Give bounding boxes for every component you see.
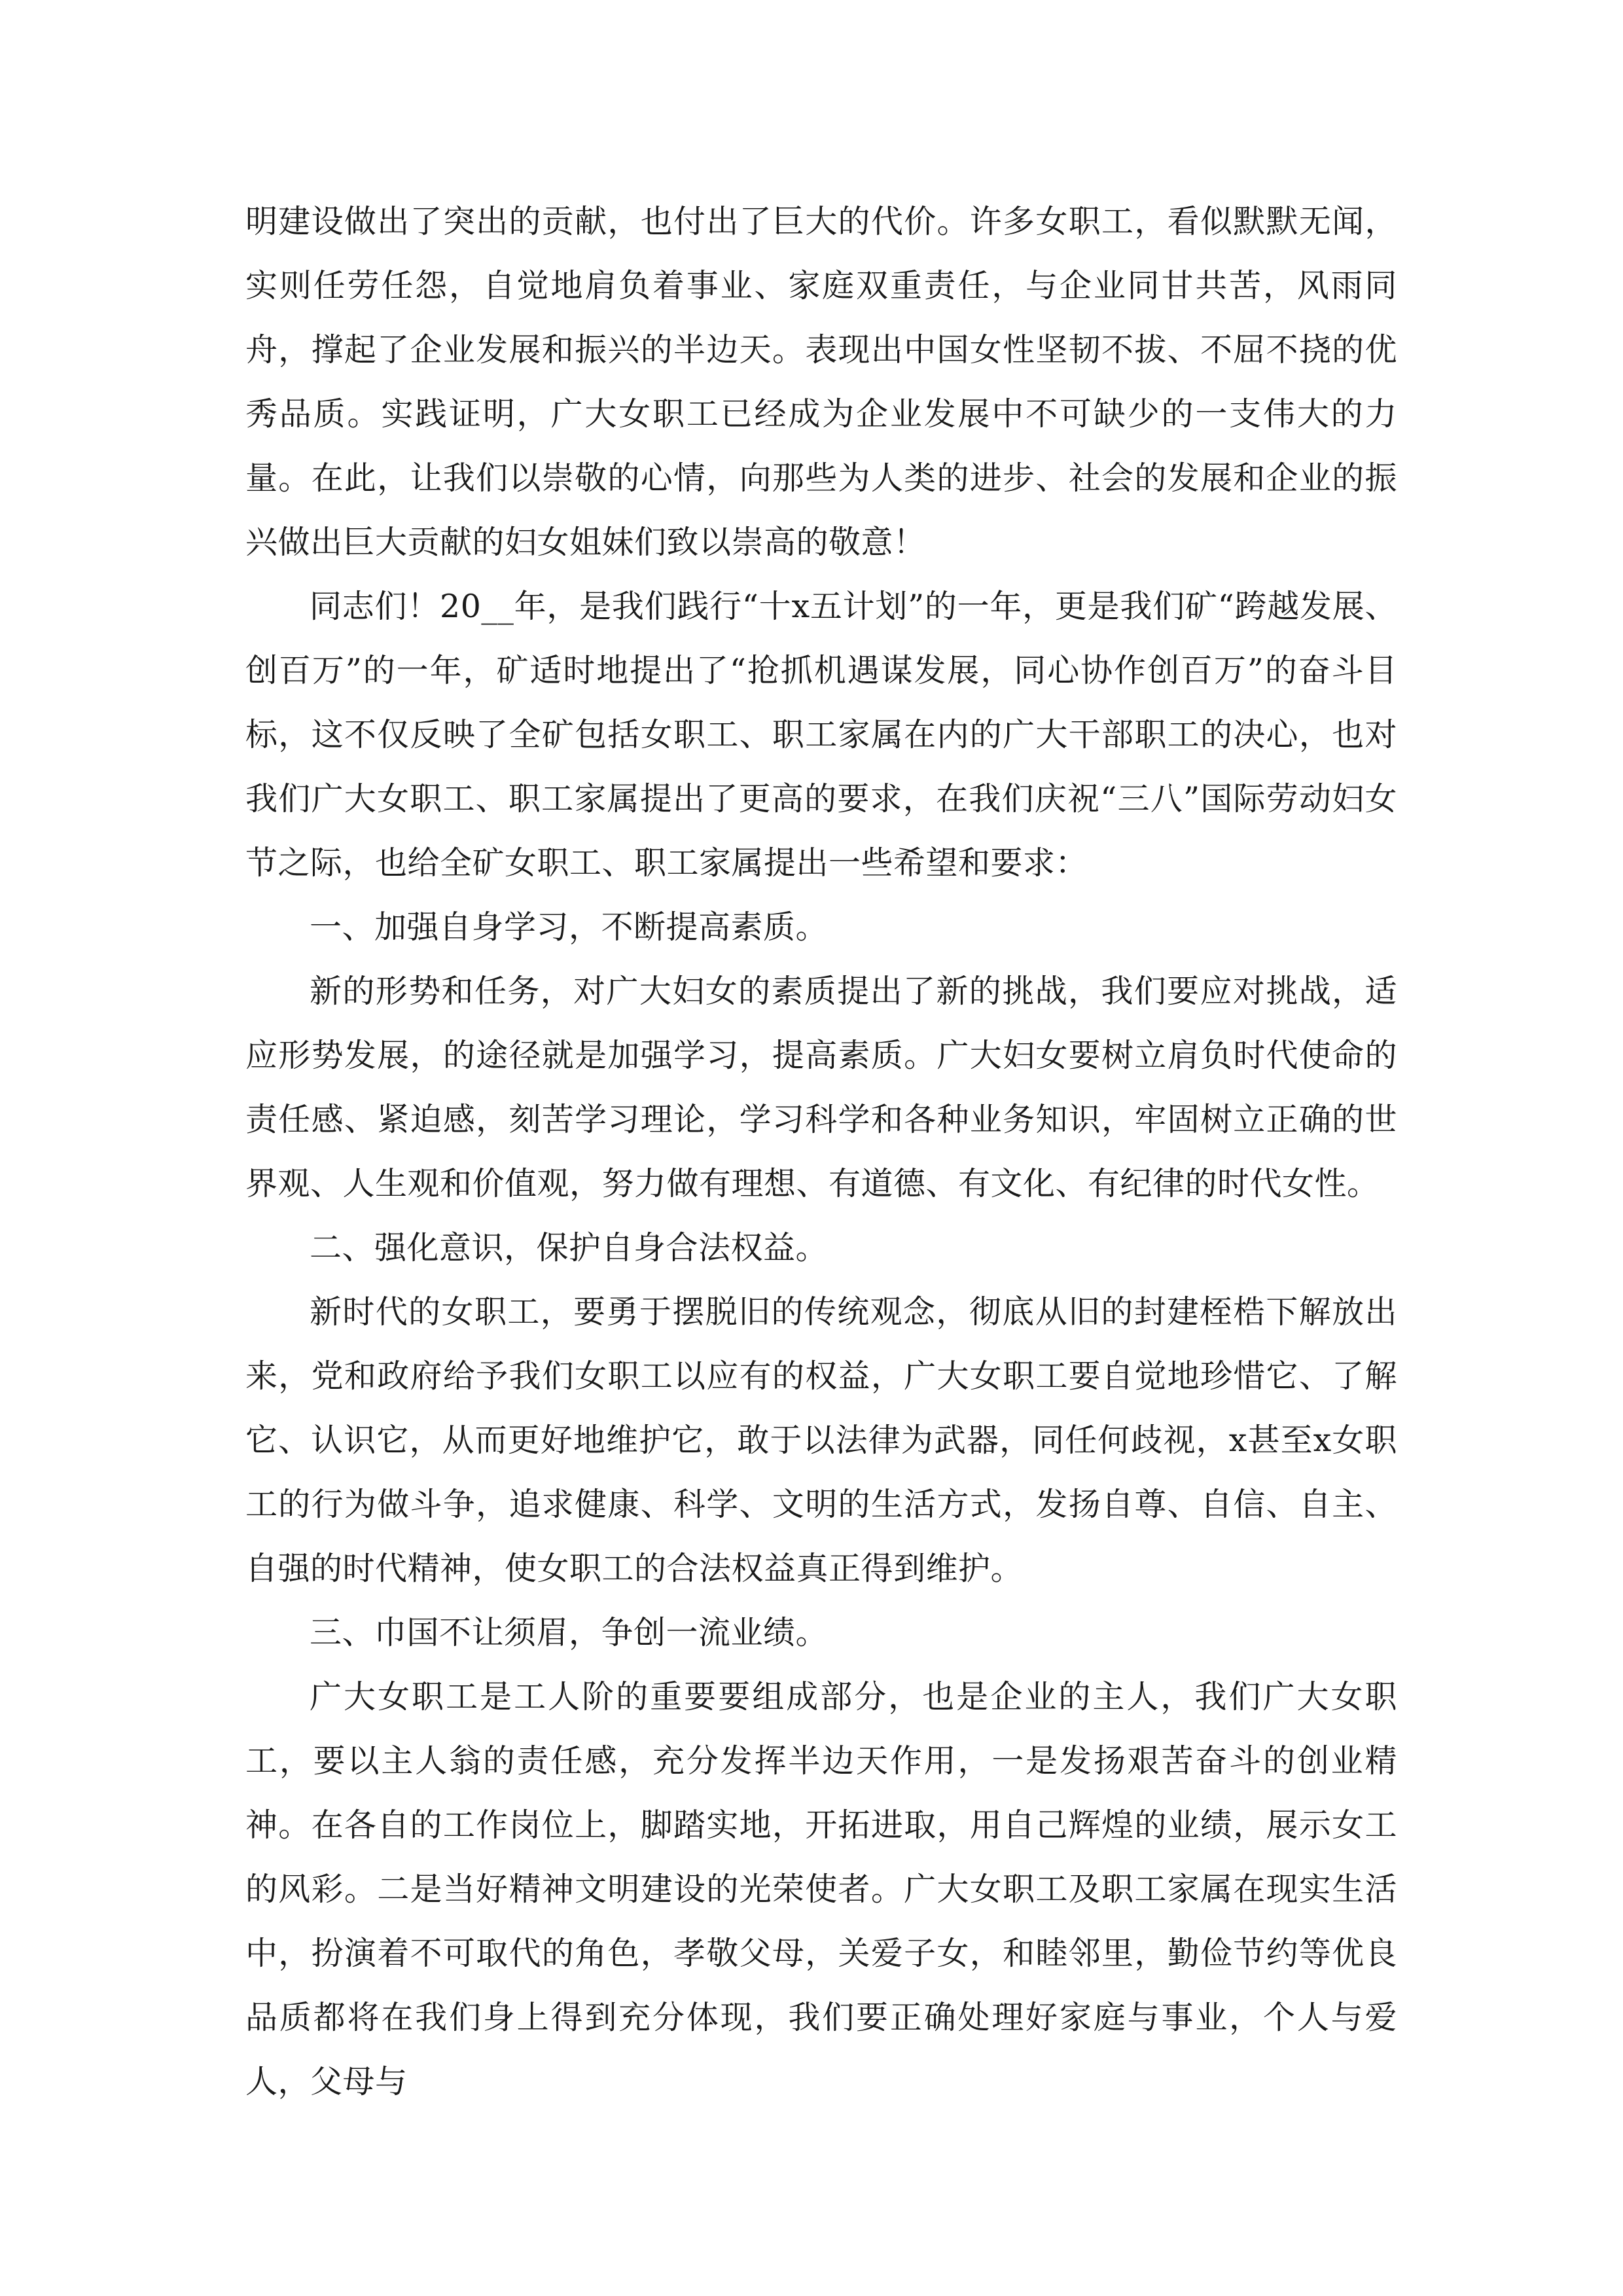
paragraph-2: 同志们！20__年，是我们践行“十x五计划”的一年，更是我们矿“跨越发展、创百万”的一年，矿适时地提出了“抢抓机遇谋发展，同心协作创百万”的奋斗目标，这不仅反映了全矿包括女职工、职工家属在内的广大干部职工的决心，也对我们广大女职工、职工家属提出了更高的要求，在我们庆祝“三八”国际劳动妇女节之际，也给全矿女职工、职工家属提出一些希望和要求： (245, 588, 1397, 882)
paragraph-4: 新时代的女职工，要勇于摆脱旧的传统观念，彻底从旧的封建桎梏下解放出来，党和政府给予我们女职工以应有的权益，广大女职工要自觉地珍惜它、了解它、认识它，从而更好地维护它，敢于以法律为武器，同任何歧视，x甚至x女职工的行为做斗争，追求健康、科学、文明的生活方式，发扬自尊、自信、自主、自强的时代精神，使女职工的合法权益真正得到维护。 (245, 1293, 1397, 1587)
paragraph-3: 新的形势和任务，对广大妇女的素质提出了新的挑战，我们要应对挑战，适应形势发展，的途径就是加强学习，提高素质。广大妇女要树立肩负时代使命的责任感、紧迫感，刻苦学习理论，学习科学和各种业务知识，牢固树立正确的世界观、人生观和价值观，努力做有理想、有道德、有文化、有纪律的时代女性。 (245, 973, 1397, 1202)
section-heading-3: 三、巾国不让须眉，争创一流业绩。 (310, 1614, 829, 1651)
section-heading-1: 一、加强自身学习，不断提高素质。 (310, 908, 829, 946)
paragraph-1: 明建设做出了突出的贡献，也付出了巨大的代价。许多女职工，看似默默无闻，实则任劳任怨，自觉地肩负着事业、家庭双重责任，与企业同甘共苦，风雨同舟，撑起了企业发展和振兴的半边天。表现出中国女性坚韧不拔、不屈不挠的优秀品质。实践证明，广大女职工已经成为企业发展中不可缺少的一支伟大的力量。在此，让我们以崇敬的心情，向那些为人类的进步、社会的发展和企业的振兴做出巨大贡献的妇女姐妹们致以崇高的敬意！ (245, 203, 1397, 561)
document-body (245, 190, 1397, 2114)
paragraph-5: 广大女职工是工人阶的重要要组成部分，也是企业的主人，我们广大女职工，要以主人翁的责任感，充分发挥半边天作用，一是发扬艰苦奋斗的创业精神。在各自的工作岗位上，脚踏实地，开拓进取，用自己辉煌的业绩，展示女工的风彩。二是当好精神文明建设的光荣使者。广大女职工及职工家属在现实生活中，扮演着不可取代的角色，孝敬父母，关爱子女，和睦邻里，勤俭节约等优良品质都将在我们身上得到充分体现，我们要正确处理好家庭与事业，个人与爱人，父母与 (245, 1678, 1397, 2100)
section-heading-2: 二、强化意识，保护自身合法权益。 (310, 1229, 829, 1266)
